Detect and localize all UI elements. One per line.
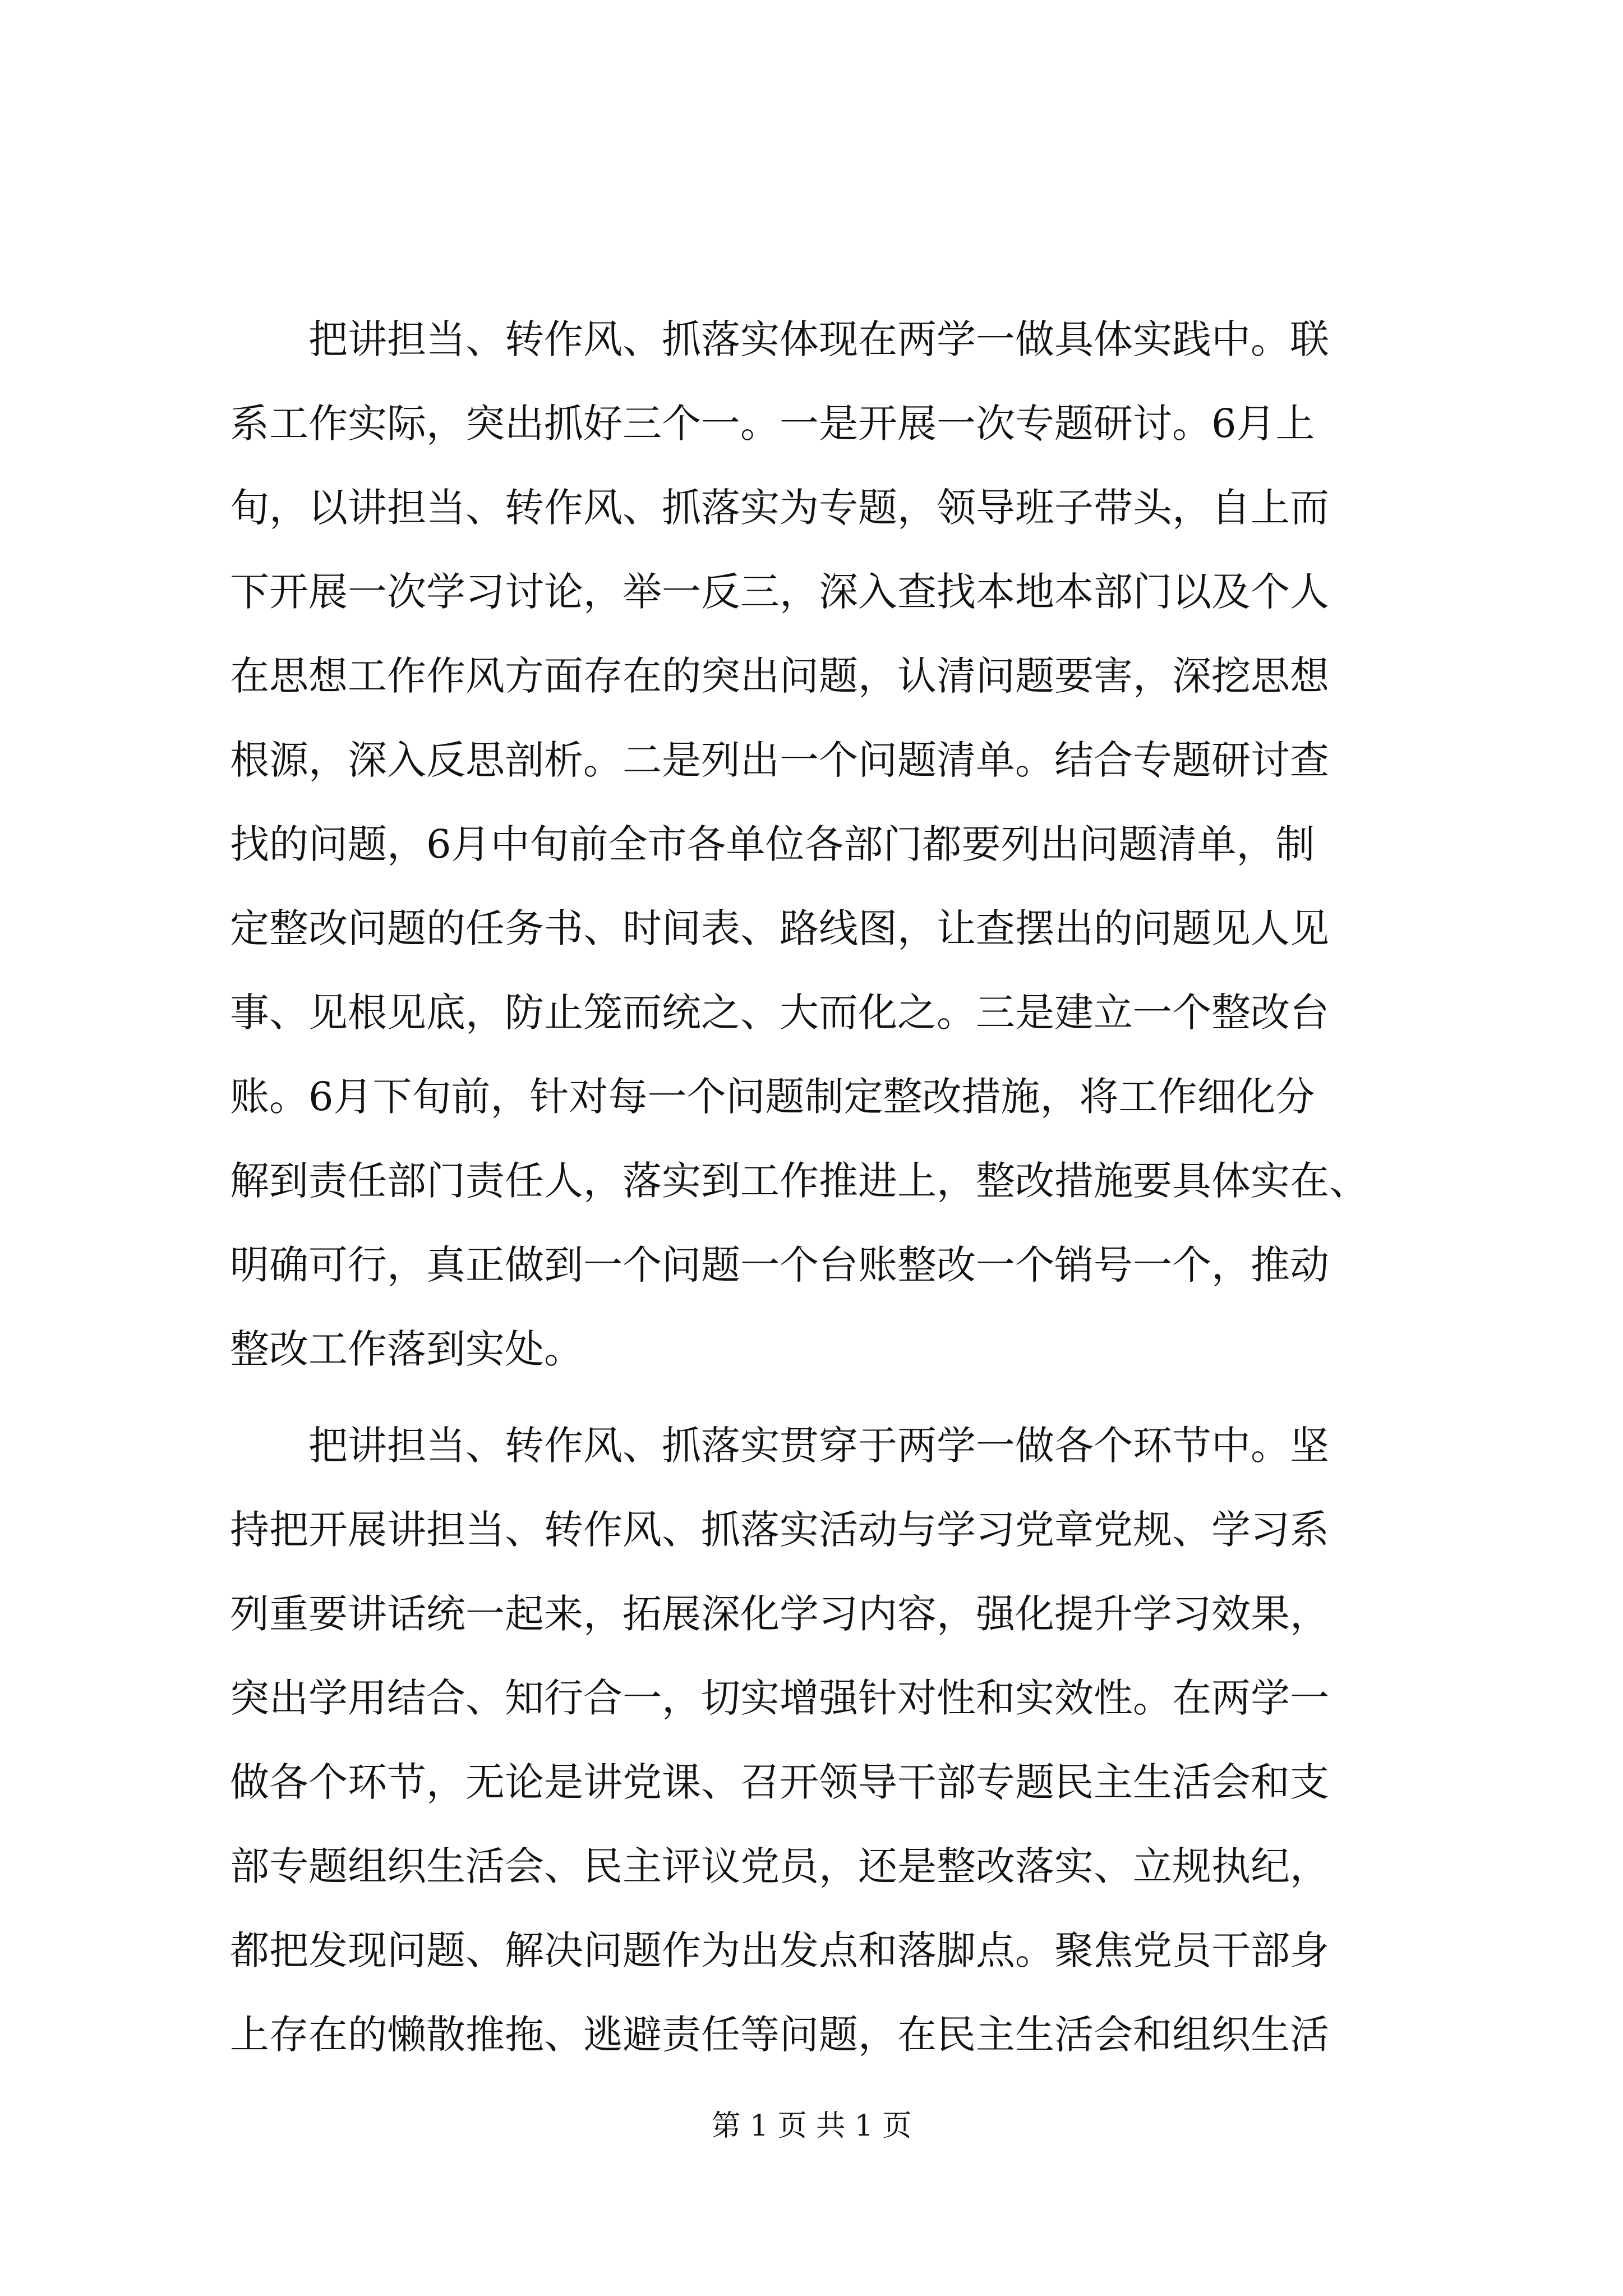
paragraph-2-line-1: 把讲担当、转作风、抓落实贯穿于两学一做各个环节中。坚: [308, 1423, 1329, 1469]
paragraph-2-line-2: 持把开展讲担当、转作风、抓落实活动与学习党章党规、学习系: [230, 1507, 1329, 1553]
page-footer: [0, 2109, 1623, 2143]
paragraph-1-line-3: 旬，以讲担当、转作风、抓落实为专题，领导班子带头，自上而: [230, 485, 1329, 531]
paragraph-1-line-9: 事、见根见底，防止笼而统之、大而化之。三是建立一个整改台: [230, 990, 1329, 1036]
page-number-label: 第 1 页 共 1 页: [711, 2109, 912, 2143]
paragraph-2-line-4: 突出学用结合、知行合一，切实增强针对性和实效性。在两学一: [230, 1675, 1329, 1721]
paragraph-1-line-11: 解到责任部门责任人，落实到工作推进上，整改措施要具体实在、: [230, 1158, 1368, 1204]
paragraph-2-line-6: 部专题组织生活会、民主评议党员，还是整改落实、立规执纪，: [230, 1843, 1329, 1889]
paragraph-gap: [230, 1391, 1413, 1404]
paragraph-1-line-2: 系工作实际，突出抓好三个一。一是开展一次专题研讨。6月上: [230, 401, 1315, 447]
paragraph-1-line-6: 根源，深入反思剖析。二是列出一个问题清单。结合专题研讨查: [230, 737, 1329, 783]
paragraph-1-line-13: 整改工作落到实处。: [230, 1326, 583, 1372]
paragraph-2-line-5: 做各个环节，无论是讲党课、召开领导干部专题民主生活会和支: [230, 1759, 1329, 1805]
paragraph-1-line-12: 明确可行，真正做到一个问题一个台账整改一个销号一个，推动: [230, 1242, 1329, 1288]
paragraph-1-line-8: 定整改问题的任务书、时间表、路线图，让查摆出的问题见人见: [230, 905, 1329, 951]
paragraph-1-line-5: 在思想工作作风方面存在的突出问题，认清问题要害，深挖思想: [230, 653, 1329, 699]
paragraph-2-line-7: 都把发现问题、解决问题作为出发点和落脚点。聚焦党员干部身: [230, 1927, 1329, 1973]
paragraph-2-line-8: 上存在的懒散推拖、逃避责任等问题，在民主生活会和组织生活: [230, 2012, 1329, 2058]
paragraph-2-line-3: 列重要讲话统一起来，拓展深化学习内容，强化提升学习效果，: [230, 1591, 1329, 1637]
paragraph-1-line-7: 找的问题，6月中旬前全市各单位各部门都要列出问题清单，制: [230, 821, 1315, 867]
paragraph-1-line-4: 下开展一次学习讨论，举一反三，深入查找本地本部门以及个人: [230, 569, 1329, 615]
paragraph-1-line-1: 把讲担当、转作风、抓落实体现在两学一做具体实践中。联: [308, 316, 1329, 362]
paragraph-1-line-10: 账。6月下旬前，针对每一个问题制定整改措施，将工作细化分: [230, 1074, 1315, 1120]
document-body: [230, 297, 1413, 2077]
